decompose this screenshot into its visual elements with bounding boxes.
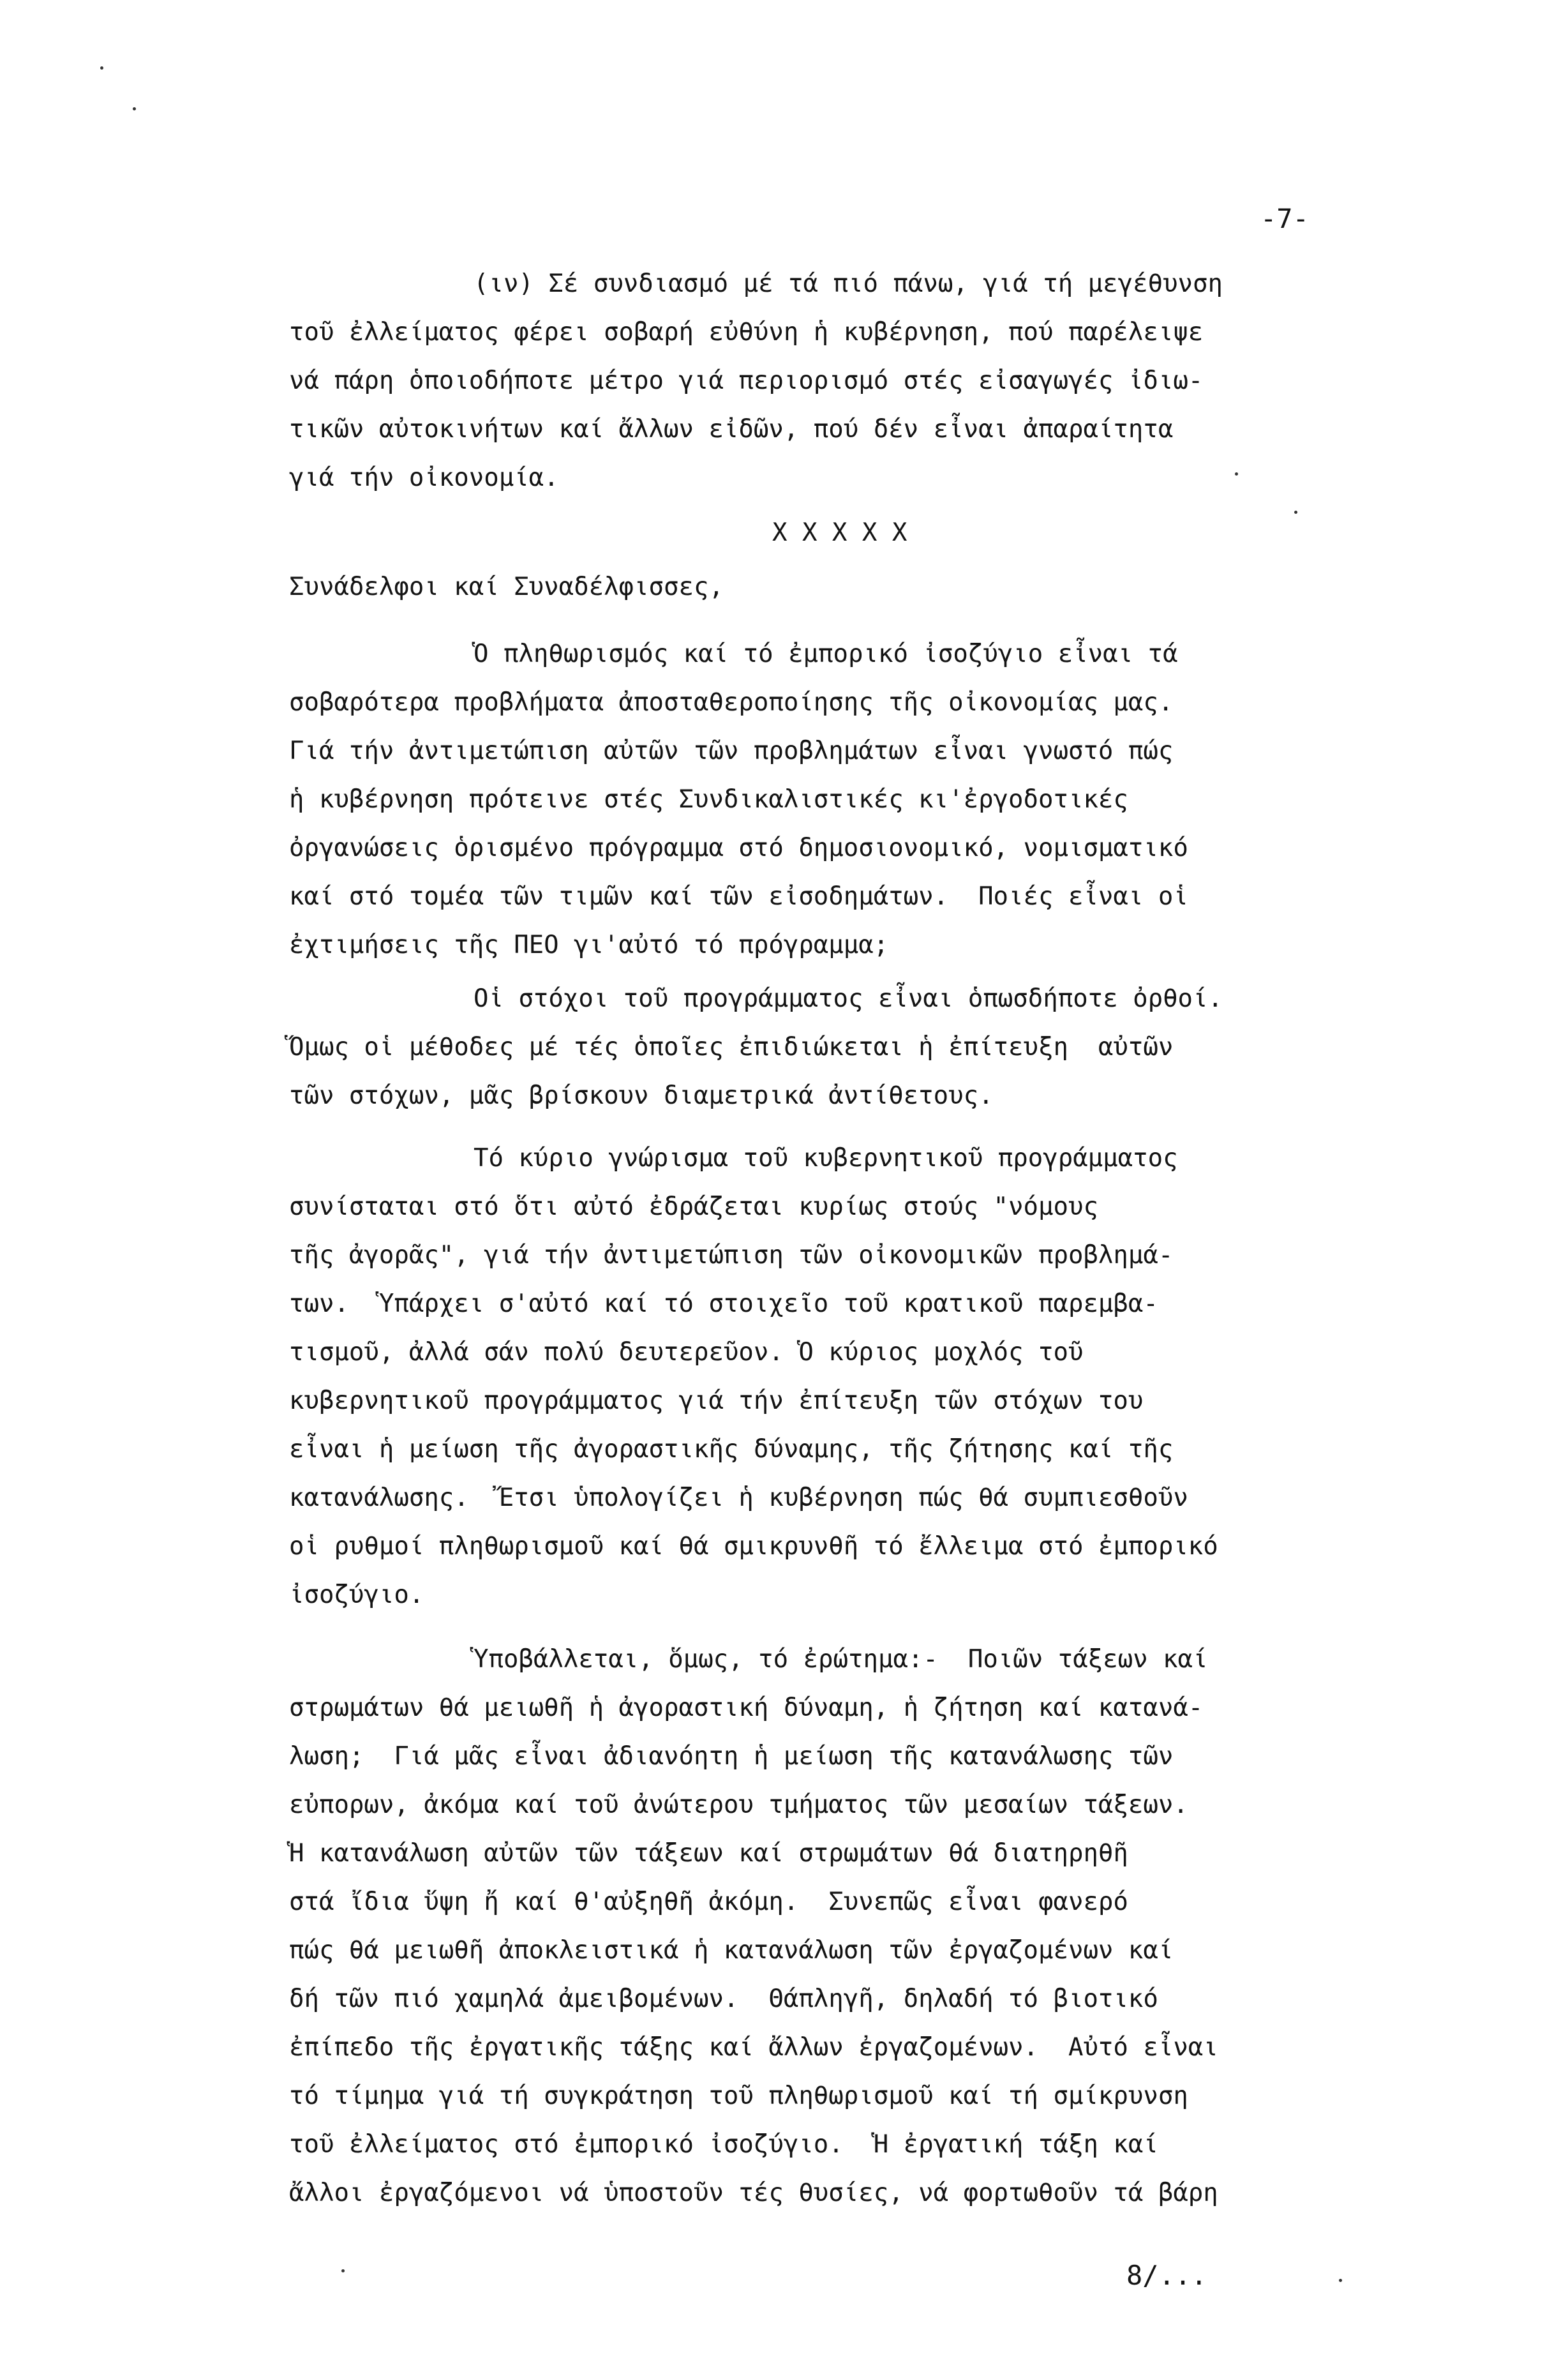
text-line: νά πάρη ὁποιοδήποτε μέτρο γιά περιορισμό στές εἰσαγωγές ἰδιω-	[289, 366, 1204, 395]
text-line: Ὑποβάλλεται, ὅμως, τό ἐρώτημα:- Ποιῶν τάξεων καί	[474, 1645, 1208, 1674]
text-line: κυβερνητικοῦ προγράμματος γιά τήν ἐπίτευξη τῶν στόχων του	[289, 1386, 1144, 1415]
page-number: -7-	[1260, 203, 1309, 234]
text-line: ἰσοζύγιο.	[289, 1580, 424, 1609]
text-line: λωση; Γιά μᾶς εἶναι ἀδιανόητη ἡ μείωση τῆς κατανάλωσης τῶν	[289, 1742, 1174, 1771]
text-line: Ὅμως οἱ μέθοδες μέ τές ὁποῖες ἐπιδιώκεται ἡ ἐπίτευξη αὐτῶν	[289, 1033, 1174, 1062]
text-line: ἐπίπεδο τῆς ἐργατικῆς τάξης καί ἄλλων ἐργαζομένων. Αὐτό εἶναι	[289, 2033, 1218, 2062]
text-line: τό τίμημα γιά τή συγκράτηση τοῦ πληθωρισμοῦ καί τή σμίκρυνση	[289, 2082, 1188, 2110]
scan-speck	[1235, 472, 1238, 476]
text-line: τικῶν αὐτοκινήτων καί ἄλλων εἰδῶν, πού δέν εἶναι ἀπαραίτητα	[289, 415, 1174, 444]
text-line: καί στό τομέα τῶν τιμῶν καί τῶν εἰσοδημάτων. Ποιές εἶναι οἱ	[289, 882, 1188, 911]
text-line: Γιά τήν ἀντιμετώπιση αὐτῶν τῶν προβλημάτων εἶναι γνωστό πώς	[289, 737, 1174, 765]
text-line: τῶν στόχων, μᾶς βρίσκουν διαμετρικά ἀντίθετους.	[289, 1081, 994, 1110]
text-line: κατανάλωσης. Ἔτσι ὑπολογίζει ἡ κυβέρνηση πώς θά συμπιεσθοῦν	[289, 1483, 1188, 1512]
section-separator: X X X X X	[772, 518, 907, 547]
text-line: Τό κύριο γνώρισμα τοῦ κυβερνητικοῦ προγράμματος	[474, 1144, 1178, 1173]
text-line: στά ἴδια ὕψη ἤ καί θ'αὐξηθῆ ἀκόμη. Συνεπῶς εἶναι φανερό	[289, 1888, 1128, 1916]
salutation-line: Συνάδελφοι καί Συναδέλφισσες,	[289, 573, 724, 601]
text-line: ἡ κυβέρνηση πρότεινε στές Συνδικαλιστικές κι'ἐργοδοτικές	[289, 785, 1128, 814]
continuation-marker: 8/...	[1126, 2260, 1207, 2291]
text-line: τοῦ ἐλλείματος φέρει σοβαρή εὐθύνη ἡ κυβέρνηση, πού παρέλειψε	[289, 318, 1204, 347]
scan-speck	[341, 2269, 345, 2272]
scan-speck	[1294, 511, 1297, 514]
text-line: τισμοῦ, ἀλλά σάν πολύ δευτερεῦον. Ὁ κύριος μοχλός τοῦ	[289, 1338, 1084, 1367]
text-line: ἐχτιμήσεις τῆς ΠΕΟ γι'αὐτό τό πρόγραμμα;	[289, 931, 889, 959]
text-line: οἱ ρυθμοί πληθωρισμοῦ καί θά σμικρυνθῆ τό ἔλλειμα στό ἐμπορικό	[289, 1532, 1218, 1561]
text-line: ἄλλοι ἐργαζόμενοι νά ὑποστοῦν τές θυσίες, νά φορτωθοῦν τά βάρη	[289, 2179, 1218, 2207]
text-line: συνίσταται στό ὅτι αὐτό ἐδράζεται κυρίως στούς "νόμους	[289, 1192, 1098, 1221]
scan-speck	[133, 107, 136, 110]
text-line: Οἱ στόχοι τοῦ προγράμματος εἶναι ὁπωσδήποτε ὀρθοί.	[474, 984, 1223, 1013]
text-line: (ιν) Σέ συνδιασμό μέ τά πιό πάνω, γιά τή μεγέθυνση	[474, 269, 1223, 298]
text-line: εἶναι ἡ μείωση τῆς ἀγοραστικῆς δύναμης, τῆς ζήτησης καί τῆς	[289, 1435, 1174, 1464]
text-line: Ὁ πληθωρισμός καί τό ἐμπορικό ἰσοζύγιο εἶναι τά	[474, 640, 1178, 668]
text-line: πώς θά μειωθῆ ἀποκλειστικά ἡ κατανάλωση τῶν ἐργαζομένων καί	[289, 1936, 1174, 1965]
text-line: των. Ὑπάρχει σ'αὐτό καί τό στοιχεῖο τοῦ κρατικοῦ παρεμβα-	[289, 1289, 1158, 1318]
text-line: δή τῶν πιό χαμηλά ἀμειβομένων. Θάπληγῆ, δηλαδή τό βιοτικό	[289, 1985, 1158, 2013]
text-line: Ἡ κατανάλωση αὐτῶν τῶν τάξεων καί στρωμάτων θά διατηρηθῆ	[289, 1839, 1128, 1868]
text-line: στρωμάτων θά μειωθῆ ἡ ἀγοραστική δύναμη, ἡ ζήτηση καί κατανά-	[289, 1693, 1204, 1722]
text-line: τῆς ἀγορᾶς", γιά τήν ἀντιμετώπιση τῶν οἰκονομικῶν προβλημά-	[289, 1241, 1174, 1270]
text-line: σοβαρότερα προβλήματα ἀποσταθεροποίησης τῆς οἰκονομίας μας.	[289, 688, 1174, 717]
scan-speck	[1339, 2279, 1342, 2282]
text-line: ὀργανώσεις ὁρισμένο πρόγραμμα στό δημοσιονομικό, νομισματικό	[289, 834, 1188, 862]
text-line: τοῦ ἐλλείματος στό ἐμπορικό ἰσοζύγιο. Ἡ ἐργατική τάξη καί	[289, 2130, 1158, 2159]
scan-speck	[100, 66, 103, 70]
text-line: εὐπορων, ἀκόμα καί τοῦ ἀνώτερου τμήματος τῶν μεσαίων τάξεων.	[289, 1791, 1188, 1819]
text-line: γιά τήν οἰκονομία.	[289, 463, 559, 492]
